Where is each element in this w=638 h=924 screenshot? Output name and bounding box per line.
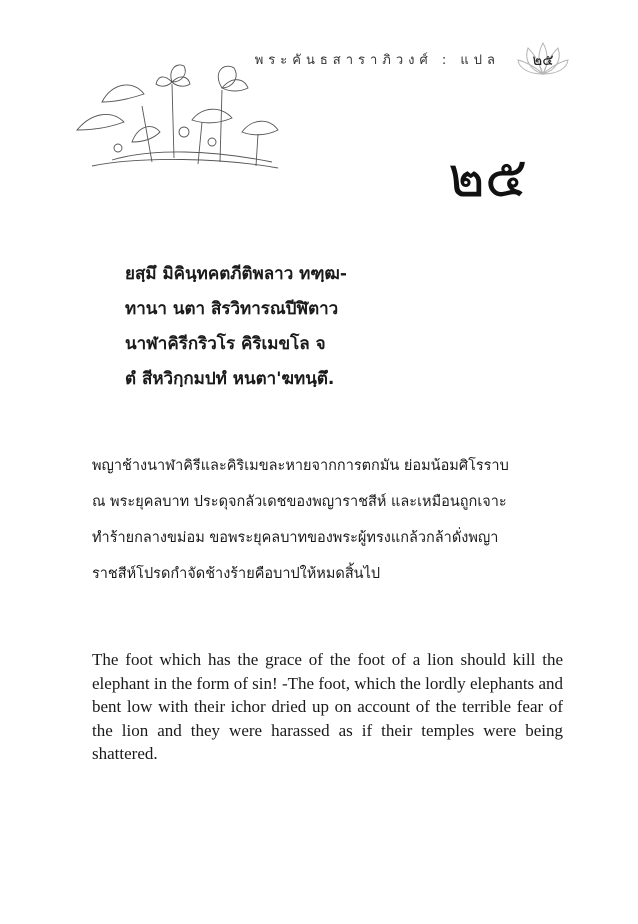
verse-line: ยสฺมึ มิคินฺทคตภีติพลาว ทฑฺฒ- <box>125 264 347 284</box>
verse-line: ตํ สีหวิกฺกมปทํ หนตา'ฆทนฺตึ. <box>125 369 335 389</box>
thai-translation-line: พญาช้างนาฬาคิรีและคิริเมขละหายจากการตกมัน ย่อมน้อมศิโรราบ <box>92 458 509 474</box>
verse-line: ทานา นตา สิรวิทารณปีฬิตาว <box>125 299 339 319</box>
verse-line: นาฬาคิรีกริวโร คิริเมขโล จ <box>125 334 326 354</box>
pali-verse <box>125 257 347 397</box>
lotus-illustration-icon <box>72 62 282 172</box>
page-number: ๒๕ <box>532 51 554 69</box>
thai-translation-line: ณ พระยุคลบาท ประดุจกลัวเดชของพญาราชสีห์ และเหมือนถูกเจาะ <box>92 494 507 510</box>
english-translation: The foot which has the grace of the foot of a lion should kill the elephant in the form of sin! -The foot, which the lordly elephants and bent low with their ichor dried up on account of the terrible fear of the lion and they were harassed as if their temples were being shattered. <box>92 650 563 763</box>
thai-translation-line: ทำร้ายกลางขม่อม ขอพระยุคลบาทของพระผู้ทรงแกล้วกล้าดั่งพญา <box>92 530 499 546</box>
page-number-badge <box>516 40 570 78</box>
chapter-number: ๒๕ <box>448 145 528 210</box>
thai-translation-line: ราชสีห์โปรดกำจัดช้างร้ายคือบาปให้หมดสิ้นไป <box>92 566 381 582</box>
running-header <box>255 40 570 78</box>
thai-translation <box>92 448 562 592</box>
header-title: พระคันธสาราภิวงศ์ : แปล <box>254 52 500 68</box>
